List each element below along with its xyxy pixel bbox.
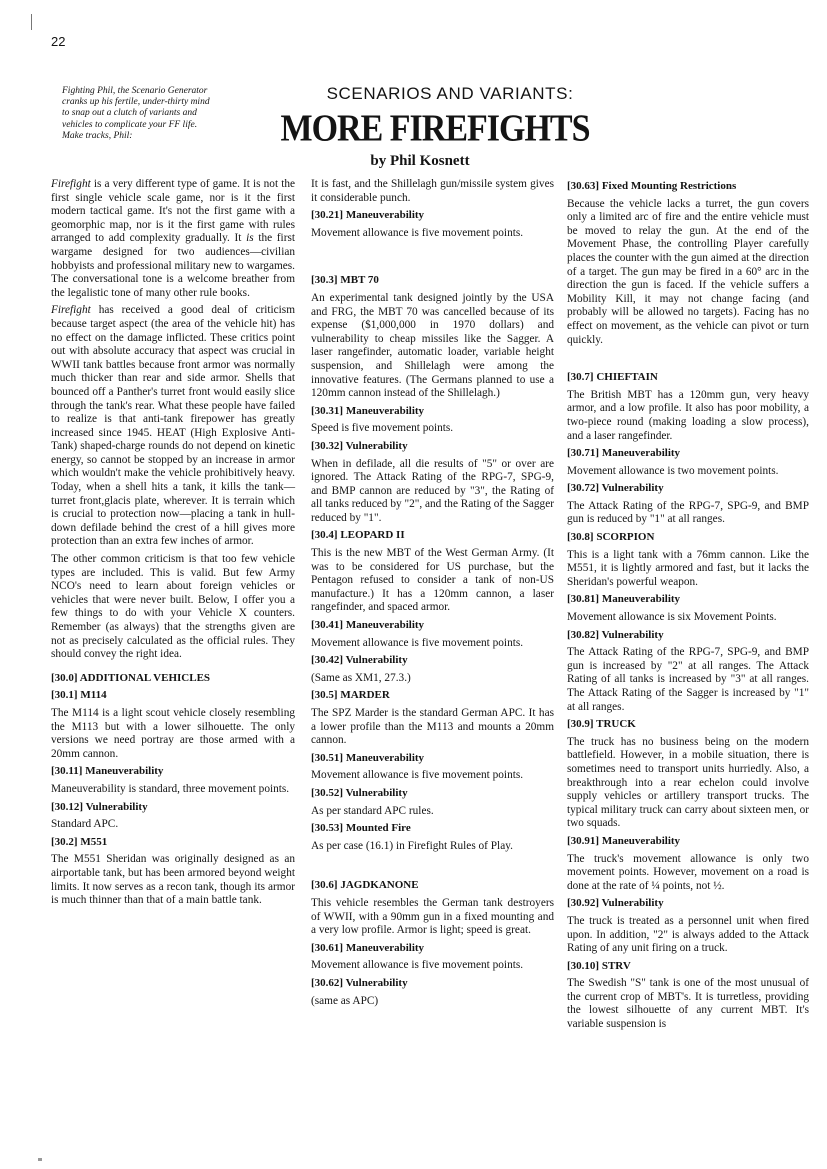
column-3 — [567, 180, 809, 1036]
photo-caption: Fighting Phil, the Scenario Generator cranks up his fertile, under-thirty mind to snap out a clutch of variants and vehicles to complicate your FF life. Make tracks, Phil: — [62, 86, 210, 141]
page-number: 22 — [51, 34, 66, 49]
case-heading: [30.41] Maneuverability — [311, 619, 425, 632]
intro-paragraph: Firefight is a very different type of game. It is not the first single vehicle scale game, nor is it the first modern tactical game. It's not the first game with a geomorphic map, nor is it the first game with rules arranged to add complexity gradually. It is the first wargame designed for two audiences—civilian hobbyists and professional military new to wargames. The conversational tone is a welcome breather from the legalistic tone of many other rule books. — [51, 178, 295, 299]
vehicle-heading: [30.3] MBT 70 — [311, 274, 379, 287]
section-text: Maneuverability is standard, three movement points. — [51, 782, 290, 795]
column-1 — [51, 178, 295, 912]
byline: by Phil Kosnett — [370, 153, 470, 169]
case-heading: [30.91] Maneuverability — [567, 834, 681, 847]
section-text: An experimental tank designed jointly by the USA and FRG, the MBT 70 was cancelled because of its expense ($1,000,000 in 1970 dollars) and vulnerability to cheap missiles like the Sagger. A laser rangefinder, automatic loader, variable height suspension, and Shillelagh were among the innovative features. (The Germans planned to use a 120mm cannon instead of the Shillelagh.) — [311, 291, 554, 400]
section-text: This vehicle resembles the German tank destroyers of WWII, with a 90mm gun in a fixed mounting and a very low profile. Armor is light; speed is great. — [311, 896, 554, 937]
section-text: The M114 is a light scout vehicle closely resembling the M113 but with a lower silhouette. The only versions we need portray are those armed with a 20mm cannon. — [51, 706, 295, 760]
section-text: The truck's movement allowance is only two movement points. However, movement on a road is done at the rate of ¼ points, not ½. — [567, 852, 809, 892]
game-title-ref: Firefight — [51, 178, 91, 190]
section-text: Movement allowance is two movement points. — [567, 464, 779, 477]
vehicle-heading: [30.8] SCORPION — [567, 531, 655, 544]
case-heading: [30.61] Maneuverability — [311, 941, 425, 954]
section-text: Standard APC. — [51, 818, 119, 831]
section-text: Speed is five movement points. — [311, 422, 454, 435]
margin-mark — [31, 14, 32, 30]
section-text: The Attack Rating of the RPG-7, SPG-9, and BMP gun is reduced by "1" at all ranges. — [567, 499, 809, 526]
section-text: Movement allowance is five movement points. — [311, 769, 524, 782]
game-title-ref: Firefight — [51, 304, 91, 317]
section-text: The truck has no business being on the modern battlefield. However, in a mobile situation, there is sometimes need to transport units hurriedly. Also, a breakthrough into a rear echelon could involve supply vehicles or artillery transport trucks. The typical military truck can carry about sixteen men, or two squads. — [567, 735, 809, 830]
section-heading: [30.0] ADDITIONAL VEHICLES — [51, 671, 211, 684]
section-text: This is the new MBT of the West German Army. (It was to be considered for US purchase, but the Pentagon refused to consider a tank of non-US manufacture.) It has a 120mm cannon, a laser rangefinder, and spaced armor. — [311, 547, 554, 614]
case-heading: [30.42] Vulnerability — [311, 654, 408, 667]
section-text: The M551 Sheridan was originally designed as an airportable tank, but has been armored beyond weight limits. It now serves as a recon tank, though its armor is much thinner than that of a main battle tank. — [51, 853, 295, 907]
section-text: Movement allowance is six Movement Points. — [567, 611, 777, 624]
section-text: As per standard APC rules. — [311, 804, 434, 817]
case-heading: [30.62] Vulnerability — [311, 976, 408, 989]
case-heading: [30.52] Vulnerability — [311, 786, 408, 799]
vehicle-types-paragraph: The other common criticism is that too few vehicle types are included. This is valid. But few Army NCO's need to learn about foreign vehicles or vehicles that were never built. Below, I offer you a few things to do with your Vehicle X counters. Remember (as always) that the strengths given are not as precisely calculated as the official rules. They should convey the right idea. — [51, 553, 295, 661]
section-text: Because the vehicle lacks a turret, the gun covers only a limited arc of fire and the entire vehicle must be moved to relay the gun. At the end of the Movement Phase, the controlling Player carefully places the counter with the gun aimed at the direction of a target. The gun may be fired in a 60° arc in the direction the gun is faced. If the vehicle suffers a Mobility Kill, it may not change facing (and probably will be allowed no targets). Facing has no effect on movement, as the vehicle can pivot or turn quickly. — [567, 197, 809, 346]
case-heading: [30.31] Maneuverability — [311, 404, 425, 417]
section-text: The Swedish "S" tank is one of the most unusual of the current crop of MBT's. It is turretless, providing the lowest silhouette of any current MBT. It's variable suspension is — [567, 977, 809, 1031]
section-text: The SPZ Marder is the standard German APC. It has a lower profile than the M113 and mounts a 20mm cannon. — [311, 707, 554, 747]
case-heading: [30.82] Vulnerability — [567, 628, 664, 641]
section-text: It is fast, and the Shillelagh gun/missile system gives it considerable punch. — [311, 178, 554, 204]
criticism-paragraph: Firefight has received a good deal of criticism because target aspect (the area of the vehicle hit) has no effect on the damage inflicted. These critics point out with absolute accuracy that aspect was crucial in WWII tank battles because front armor was normally much thicker than rear and side armor. Shells that bounced off a Panther's turret front would easily slice through the tank's rear. What these people have failed to realize is that anti-tank firepower has greatly increased since 1945. HEAT (High Explosive Anti-Tank) shaped-charge rounds do not depend on kinetic energy, so cannot be stopped by an increase in armor which wouldn't make the vehicle prohibitively heavy. Today, when a shell hits a tank, it kills the tank—turret front,glacis plate, wherever. It is terrain which is crucial to protection now—placing a tank in hull-down defilade behind the crest of a hill gives more protection than an extra few inches of armor. — [51, 304, 295, 548]
case-heading: [30.63] Fixed Mounting Restrictions — [567, 180, 737, 192]
section-text: Movement allowance is five movement points. — [311, 226, 524, 239]
case-heading: [30.21] Maneuverability — [311, 209, 425, 222]
case-heading: [30.71] Maneuverability — [567, 447, 681, 460]
scan-speck — [38, 1158, 42, 1161]
vehicle-heading: [30.5] MARDER — [311, 689, 390, 702]
section-text: Movement allowance is five movement points. — [311, 636, 524, 649]
case-heading: [30.32] Vulnerability — [311, 439, 408, 452]
vehicle-heading: [30.2] M551 — [51, 835, 108, 848]
section-text: Movement allowance is five movement points. — [311, 959, 524, 972]
vehicle-heading: [30.4] LEOPARD II — [311, 529, 405, 542]
vehicle-heading: [30.10] STRV — [567, 959, 631, 972]
case-heading: [30.11] Maneuverability — [51, 765, 164, 778]
section-text: As per case (16.1) in Firefight Rules of Play. — [311, 839, 513, 852]
column-2 — [311, 178, 554, 1012]
case-heading: [30.53] Mounted Fire — [311, 822, 411, 835]
case-heading: [30.92] Vulnerability — [567, 897, 664, 910]
case-heading: [30.81] Maneuverability — [567, 593, 681, 606]
vehicle-heading: [30.9] TRUCK — [567, 718, 636, 731]
vehicle-heading: [30.7] CHIEFTAIN — [567, 371, 658, 384]
vehicle-heading: [30.1] M114 — [51, 689, 107, 702]
section-text: (same as APC) — [311, 994, 379, 1007]
section-text: The British MBT has a 120mm gun, very heavy armor, and a low profile. It also has poor mobility, a two-piece round (making loading a slow process), and a laser rangefinder. — [567, 388, 809, 442]
case-heading: [30.72] Vulnerability — [567, 482, 664, 495]
section-text: When in defilade, all die results of "5" or over are ignored. The Attack Rating of the RPG-7, SPG-9, and BMP cannon are reduced by "3", the Rating of all tanks reduced by "2", and the Rating of the Sagger reduced by "1". — [311, 457, 554, 524]
section-text: The truck is treated as a personnel unit when fired upon. In addition, "2" is always added to the Attack Rating of any unit firing on a truck. — [567, 914, 809, 955]
section-text: (Same as XM1, 27.3.) — [311, 671, 411, 684]
series-heading: SCENARIOS AND VARIANTS: — [326, 84, 574, 103]
vehicle-heading: [30.6] JAGDKANONE — [311, 879, 419, 892]
article-title: MORE FIREFIGHTS — [280, 108, 590, 150]
section-text: The Attack Rating of the RPG-7, SPG-9, and BMP gun is increased by "2" at all ranges. The Attack Rating of all tanks is increased by "3" at all ranges. The Attack Rating of the Sagger is increased by "1" at all ranges. — [567, 646, 809, 713]
case-heading: [30.12] Vulnerability — [51, 800, 148, 813]
section-text: This is a light tank with a 76mm cannon. Like the M551, it is lightly armored and fast, but it lacks the Sheridan's powerful weapon. — [567, 548, 809, 588]
case-heading: [30.51] Maneuverability — [311, 751, 425, 764]
